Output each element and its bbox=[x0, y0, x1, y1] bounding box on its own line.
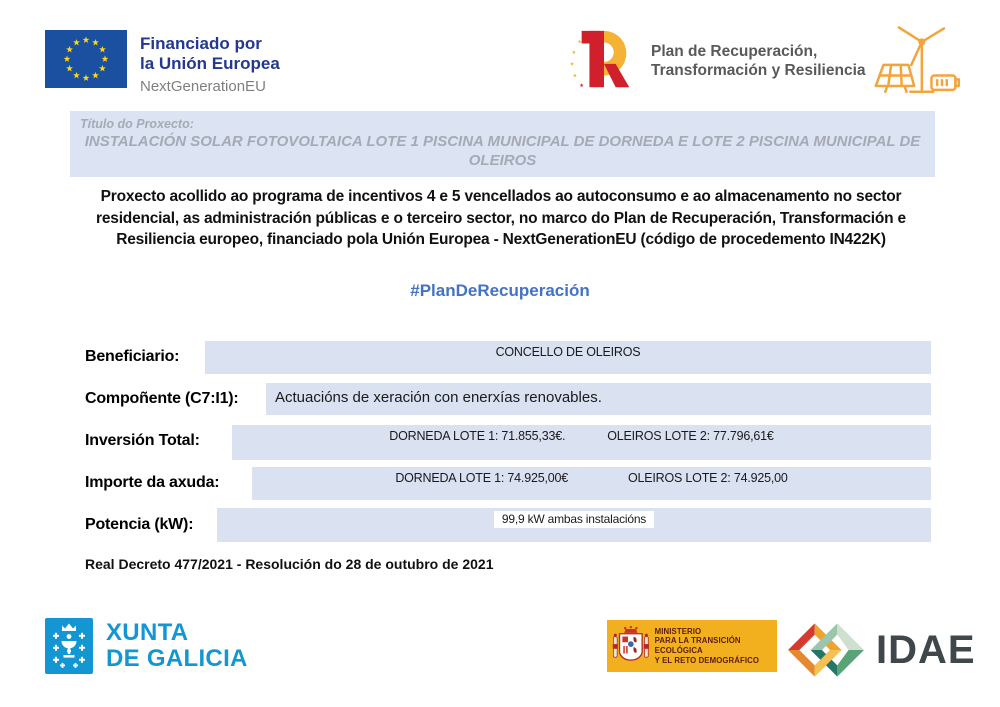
idae-logo bbox=[787, 616, 976, 684]
ministerio-line3: Y EL RETO DEMOGRÁFICO bbox=[654, 655, 760, 665]
prtr-r-icon bbox=[566, 27, 642, 95]
field-value-importe-axuda bbox=[252, 467, 931, 500]
field-label-inversion-total: Inversión Total: bbox=[85, 432, 200, 449]
field-label-componente: Compoñente (C7:I1): bbox=[85, 390, 239, 407]
eu-nextgenerationeu-logo bbox=[45, 30, 280, 96]
prtr-logo-line1: Plan de Recuperación, bbox=[651, 43, 818, 60]
ministerio-line2: PARA LA TRANSICIÓN ECOLÓGICA bbox=[654, 636, 741, 655]
eu-logo-line2: la Unión Europea bbox=[140, 54, 280, 73]
project-title-box bbox=[70, 111, 935, 177]
prtr-logo-line2: Transformación y Resiliencia bbox=[651, 62, 866, 79]
eu-flag-icon bbox=[45, 30, 127, 88]
renewable-energy-icon bbox=[870, 14, 966, 112]
importe-dorneda-value: DORNEDA LOTE 1: 74.925,00€ bbox=[395, 471, 568, 485]
ministerio-logo bbox=[607, 620, 777, 672]
field-label-beneficiario: Beneficiario: bbox=[85, 348, 180, 365]
potencia-value-chip: 99,9 kW ambas instalacións bbox=[494, 511, 654, 528]
idae-wordmark: IDAE bbox=[876, 627, 976, 672]
inversion-dorneda-value: DORNEDA LOTE 1: 71.855,33€. bbox=[389, 429, 566, 443]
project-description: Proxecto acollido ao programa de incentivos 4 e 5 vencellados ao autoconsumo e ao almacenamento no sector residencial, as administración públicas e o terceiro sector, no marco do Plan de Recuperación, Transformación e Resiliencia europeo, financiado pola Unión Europea - NextGenerationEU (código de procedemento IN422K) bbox=[96, 188, 906, 248]
ministerio-line1: MINISTERIO bbox=[654, 626, 702, 636]
eu-logo-line1: Financiado por bbox=[140, 34, 262, 53]
project-title: INSTALACIÓN SOLAR FOTOVOLTAICA LOTE 1 PISCINA MUNICIPAL DE DORNEDA E LOTE 2 PISCINA MUNICIPAL DE OLEIROS bbox=[84, 133, 921, 169]
prtr-logo bbox=[566, 27, 866, 95]
recovery-plan-hashtag: #PlanDeRecuperación bbox=[410, 281, 590, 300]
field-value-potencia bbox=[217, 508, 931, 542]
spain-coat-of-arms-icon bbox=[612, 624, 650, 668]
idae-rings-icon bbox=[787, 616, 865, 684]
eu-logo-line3: NextGenerationEU bbox=[140, 78, 266, 95]
legal-footnote: Real Decreto 477/2021 - Resolución do 28 de outubro de 2021 bbox=[85, 556, 494, 572]
xunta-de-galicia-logo bbox=[45, 617, 248, 675]
project-title-label: Título do Proxecto: bbox=[80, 117, 194, 131]
xunta-logo-line1: XUNTA bbox=[106, 619, 189, 646]
importe-oleiros-value: OLEIROS LOTE 2: 74.925,00 bbox=[627, 471, 788, 485]
field-value-beneficiario: CONCELLO DE OLEIROS bbox=[205, 341, 931, 374]
inversion-oleiros-value: OLEIROS LOTE 2: 77.796,61€ bbox=[607, 429, 774, 443]
field-label-importe-axuda: Importe da axuda: bbox=[85, 474, 220, 491]
xunta-logo-line2: DE GALICIA bbox=[106, 645, 248, 672]
xunta-crest-icon bbox=[45, 617, 93, 675]
field-label-potencia: Potencia (kW): bbox=[85, 516, 194, 533]
field-value-componente: Actuacións de xeración con enerxías renovables. bbox=[266, 383, 931, 415]
field-value-inversion-total bbox=[232, 425, 931, 460]
